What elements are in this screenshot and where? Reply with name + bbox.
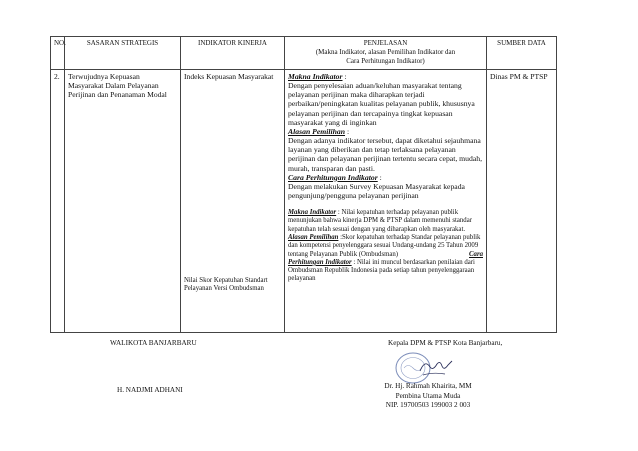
row-indikator-2: Nilai Skor Kepatuhan Standart Pelayanan Versi Ombudsman [184, 277, 268, 293]
signature-left-name: H. NADJMI ADHANI [117, 386, 183, 394]
penjelasan-ikm [288, 72, 483, 200]
header-sasaran-strategis: SASARAN STRATEGIS [65, 37, 181, 70]
cara-label-2: Cara [469, 250, 483, 258]
perhitungan-indikator-label-2: Perhitungan Indikator [288, 258, 352, 266]
alasan-pemilihan-text-2: :Skor kepatuhan terhadap Standar pelayanan publik dan kompetensi penyelenggara sesuai Undang-undang 25 Tahun 2009 tentang Pelayanan Publik (Ombudsman) [288, 234, 481, 258]
header-indikator-kinerja: INDIKATOR KINERJA [181, 37, 285, 70]
penjelasan-ombudsman [288, 209, 483, 284]
makna-indikator-text: Dengan penyelesaian aduan/keluhan masyarakat tentang pelayanan perijinan maka diharapkan terjadi perbaikan/peningkatan kualitas pelayanan publik, khususnya pelayanan perijinan dan tercapainya tingkat kepuasan masyarakat yang di inginkan [288, 81, 475, 127]
signature-right-title: Kepala DPM & PTSP Kota Banjarbaru, [388, 339, 503, 347]
alasan-pemilihan-text: Dengan adanya indikator tersebut, dapat diketahui sejauhmana layanan yang diberikan dan tetap terlaksana pelayanan perijinan dan pelayanan perijinan tertentu secara cepat, mudah, murah, transparan dan pasti. [288, 136, 483, 173]
signature-right-block [372, 382, 484, 411]
row-indikator-1: Indeks Kepuasan Masyarakat [184, 72, 274, 81]
makna-indikator-text-2: : Nilai kepatuhan terhadap pelayanan publik menunjukan bahwa kinerja DPM & PTSP dalam memenuhi standar kepatuhan telah sesuai dengan yang diharapkan oleh masyarakat. [288, 209, 472, 233]
cara-perhitungan-label: Cara Perhitungan Indikator [288, 172, 378, 182]
row-indikator-cell [181, 70, 285, 333]
alasan-pemilihan-colon: : [345, 126, 350, 136]
makna-indikator-label: Makna Indikator [288, 72, 343, 81]
table-row [51, 70, 557, 333]
signature-right-rank: Pembina Utama Muda [395, 391, 461, 400]
makna-indikator-label-2: Makna Indikator [288, 209, 337, 217]
alasan-pemilihan-label: Alasan Pemilihan [288, 126, 346, 136]
table-header-row [51, 37, 557, 70]
header-penjelasan-title: PENJELASAN [363, 39, 408, 47]
header-penjelasan-sub1: (Makna Indikator, alasan Pemilihan Indikator dan [315, 47, 456, 56]
makna-indikator-colon: : [342, 72, 347, 81]
header-no: NO. [51, 37, 65, 70]
signature-right-name: Dr. Hj. Rahmah Khairita, MM [384, 382, 472, 390]
header-penjelasan-sub2: Cara Perhitungan Indikator) [346, 56, 425, 65]
cara-perhitungan-colon: : [377, 172, 382, 182]
official-stamp-signature [393, 351, 455, 385]
row-penjelasan-cell [285, 70, 487, 333]
signature-right-nip: NIP. 19700503 199003 2 003 [385, 401, 471, 410]
row-sumber-data: Dinas PM & PTSP [487, 70, 557, 333]
alasan-pemilihan-label-2: Alasan Pemilihan [288, 234, 339, 242]
row-sasaran-strategis: Terwujudnya Kepuasan Masyarakat Dalam Pelayanan Perijinan dan Penanaman Modal [65, 70, 181, 333]
signature-left-title: WALIKOTA BANJARBARU [110, 339, 197, 347]
perhitungan-indikator-text-2: : Nilai ini muncul berdasarkan penilaian dari Ombudsman Republik Indonesia pada setiap tahun penyelenggaraan pelayanan [288, 258, 475, 283]
performance-indicator-table [50, 36, 557, 333]
header-sumber-data: SUMBER DATA [487, 37, 557, 70]
row-number: 2. [51, 70, 65, 333]
cara-perhitungan-text: Dengan melakukan Survey Kepuasan Masyarakat kepada pengunjung/pengguna pelayanan perijinan [288, 181, 465, 201]
header-penjelasan [285, 37, 487, 70]
